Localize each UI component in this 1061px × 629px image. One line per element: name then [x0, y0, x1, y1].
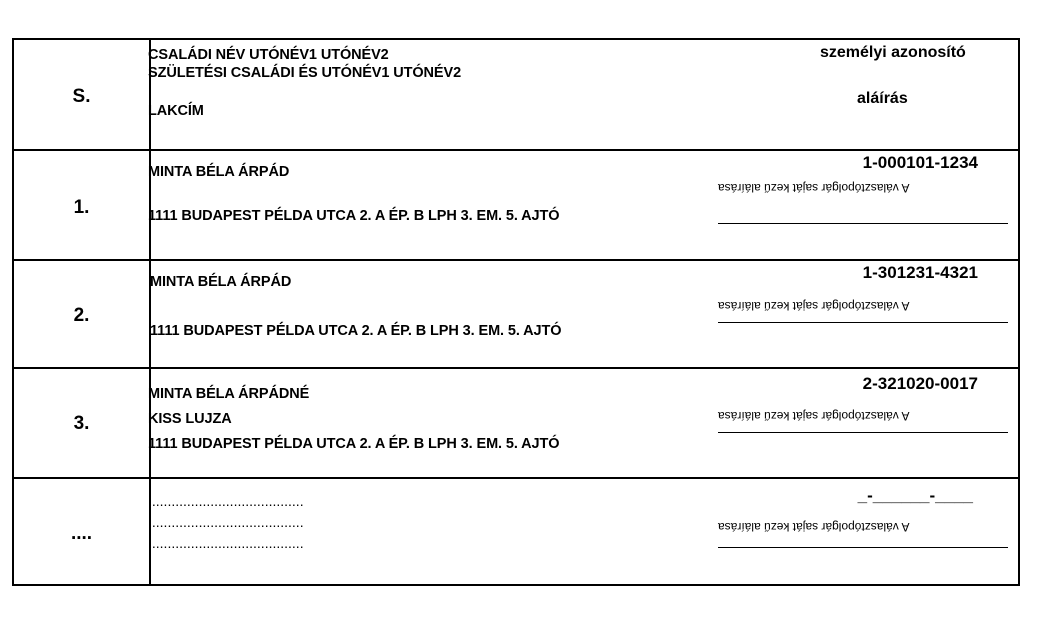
table-row — [14, 151, 1018, 259]
table-row — [14, 369, 1018, 477]
signature-caption: A választópolgár saját kezű aláírása — [718, 299, 910, 313]
header-row — [14, 40, 1018, 149]
row-number: 1. — [73, 197, 90, 218]
voter-name: MINTA BÉLA ÁRPÁD — [148, 164, 290, 180]
signature-collection-form — [12, 38, 1020, 586]
voter-birth-name: KISS LUJZA — [148, 411, 232, 427]
address-column-header: LAKCÍM — [148, 103, 204, 119]
signature-caption: A választópolgár saját kezű aláírása — [718, 520, 910, 534]
voter-name: MINTA BÉLA ÁRPÁD — [150, 274, 292, 290]
personal-id: 1-301231-4321 — [862, 263, 978, 282]
signature-line[interactable] — [718, 223, 1008, 224]
blank-name-line[interactable]: ........................................ — [148, 493, 304, 509]
signature-caption: A választópolgár saját kezű aláírása — [718, 181, 910, 195]
personal-id-column-header: személyi azonosító — [820, 44, 966, 61]
row-number: .... — [70, 523, 93, 544]
voter-name: MINTA BÉLA ÁRPÁDNÉ — [148, 386, 310, 402]
table-row — [14, 479, 1018, 586]
row-number: 3. — [73, 413, 90, 434]
row-number: 2. — [73, 305, 90, 326]
voter-address: 1111 BUDAPEST PÉLDA UTCA 2. A ÉP. B LPH 3. EM. 5. AJTÓ — [148, 436, 560, 452]
seq-column-header: S. — [72, 86, 91, 107]
personal-id: 2-321020-0017 — [862, 374, 978, 393]
name-column-header-line1: CSALÁDI NÉV UTÓNÉV1 UTÓNÉV2 — [148, 47, 389, 63]
signature-line[interactable] — [718, 432, 1008, 433]
signature-line[interactable] — [718, 547, 1008, 548]
blank-address-line[interactable]: ........................................ — [148, 535, 304, 551]
personal-id-placeholder[interactable]: _-______-____ — [857, 486, 973, 505]
signature-caption: A választópolgár saját kezű aláírása — [718, 409, 910, 423]
voter-address: 1111 BUDAPEST PÉLDA UTCA 2. A ÉP. B LPH 3. EM. 5. AJTÓ — [150, 323, 562, 339]
blank-birth-name-line[interactable]: ........................................ — [148, 514, 304, 530]
personal-id: 1-000101-1234 — [862, 153, 978, 172]
voter-address: 1111 BUDAPEST PÉLDA UTCA 2. A ÉP. B LPH 3. EM. 5. AJTÓ — [148, 208, 560, 224]
signature-column-header: aláírás — [857, 90, 908, 107]
signature-line[interactable] — [718, 322, 1008, 323]
table-row — [14, 261, 1018, 367]
name-column-header-line2: SZÜLETÉSI CSALÁDI ÉS UTÓNÉV1 UTÓNÉV2 — [148, 65, 462, 81]
